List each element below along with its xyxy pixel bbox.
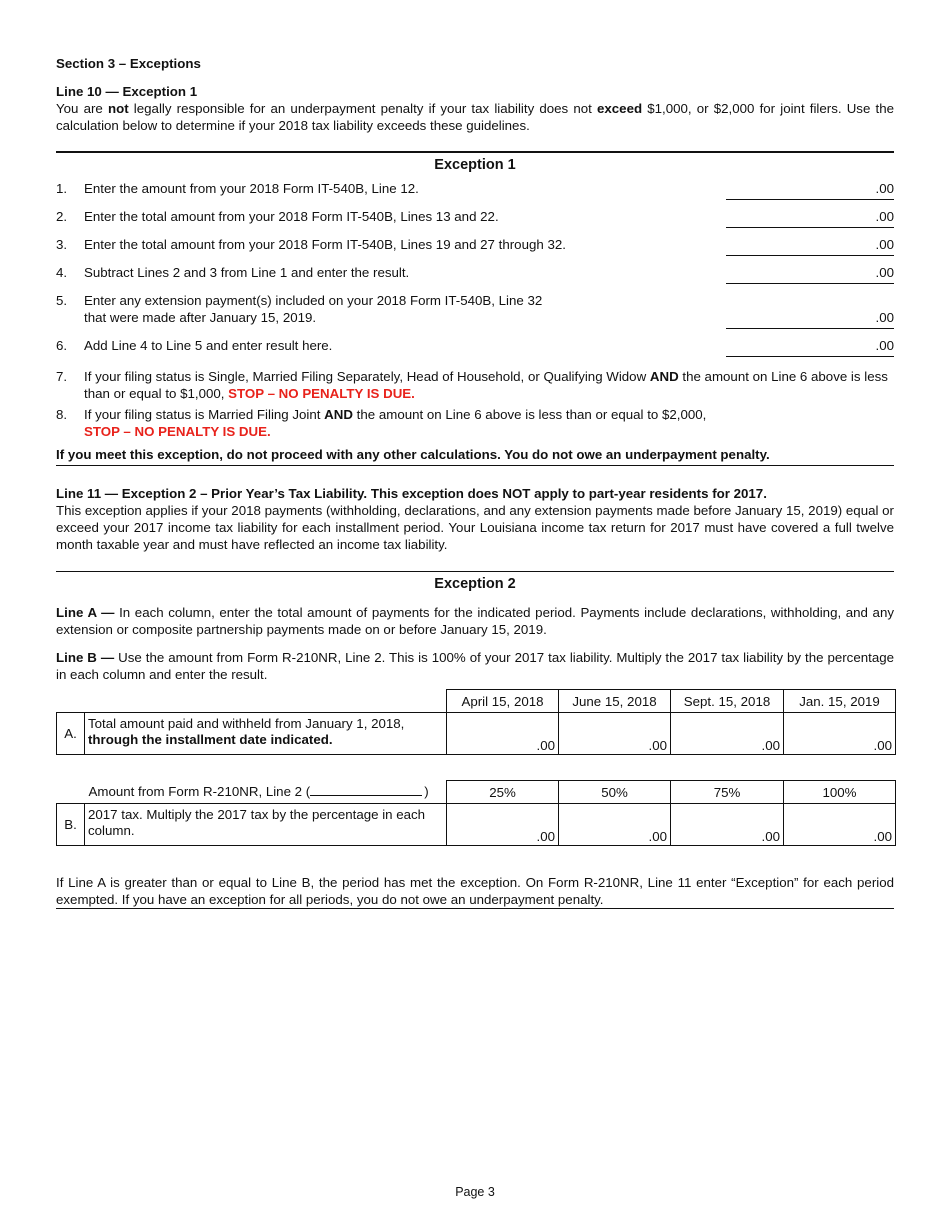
amount-field[interactable]: .00 [784, 804, 896, 846]
column-header: 100% [784, 781, 896, 804]
amount-field[interactable]: .00 [726, 208, 894, 228]
row-label: 2017 tax. Multiply the 2017 tax by the percentage in each column. [85, 804, 447, 846]
line2-amount-blank[interactable] [310, 783, 422, 796]
amount-field[interactable]: .00 [559, 713, 671, 755]
table-header-row [57, 690, 896, 713]
exception2-bottom-rule [56, 908, 894, 909]
line-number: 2. [56, 209, 68, 224]
column-header: June 15, 2018 [559, 690, 671, 713]
line11-heading: Line 11 — Exception 2 – Prior Year’s Tax Liability. This exception does NOT apply to part-year residents for 2017. [56, 486, 767, 501]
form-page [56, 0, 894, 1230]
column-header: April 15, 2018 [447, 690, 559, 713]
stop-notice: STOP – NO PENALTY IS DUE. [84, 424, 271, 439]
line-text: Add Line 4 to Line 5 and enter result here. [84, 338, 333, 353]
column-header: Sept. 15, 2018 [671, 690, 784, 713]
amount-field[interactable]: .00 [559, 804, 671, 846]
exception2-line-b-text: Line B — Use the amount from Form R-210NR, Line 2. This is 100% of your 2017 tax liability. Multiply the 2017 tax liability by the percentage in each column and enter the result. [56, 650, 894, 682]
line-text: Enter the total amount from your 2018 Form IT-540B, Lines 19 and 27 through 32. [84, 237, 566, 252]
row-label: Total amount paid and withheld from January 1, 2018, through the installment date indicated. [85, 713, 447, 755]
section-title: Section 3 – Exceptions [56, 56, 201, 71]
page-number: Page 3 [455, 1185, 495, 1199]
line-number: 5. [56, 293, 68, 308]
exception2-table-a [56, 689, 896, 755]
exception1-closing: If you meet this exception, do not proceed with any other calculations. You do not owe an underpayment penalty. [56, 447, 770, 462]
amount-field[interactable]: .00 [726, 337, 894, 357]
line-number: 1. [56, 181, 68, 196]
line-number: 8. [56, 407, 68, 422]
exception1-top-rule [56, 151, 894, 153]
line10-text: You are not legally responsible for an underpayment penalty if your tax liability does not exceed $1,000, or $2,000 for joint filers. Use the calculation below to determine if your 2018 tax liability exceeds these guidelines. [56, 101, 894, 133]
exception2-closing: If Line A is greater than or equal to Line B, the period has met the exception. On Form R-210NR, Line 11 enter “Exception” for each period exempted. If you have an exception for all periods, you do not owe an underpayment penalty. [56, 875, 894, 907]
amount-field[interactable]: .00 [726, 180, 894, 200]
amount-field[interactable]: .00 [671, 804, 784, 846]
amount-field[interactable]: .00 [784, 713, 896, 755]
table-row [57, 713, 896, 755]
exception2-title: Exception 2 [434, 576, 516, 592]
row-letter: A. [57, 713, 85, 755]
line-text: Enter any extension payment(s) included on your 2018 Form IT-540B, Line 32 that were made after January 15, 2019. [84, 293, 543, 325]
line-text: Enter the amount from your 2018 Form IT-540B, Line 12. [84, 181, 419, 196]
amount-field[interactable]: .00 [447, 713, 559, 755]
row-letter: B. [57, 804, 85, 846]
line-number: 7. [56, 369, 68, 384]
amount-field[interactable]: .00 [726, 236, 894, 256]
amount-field[interactable]: .00 [447, 804, 559, 846]
table-row [57, 804, 896, 846]
column-header: 50% [559, 781, 671, 804]
exception1-title: Exception 1 [434, 157, 516, 173]
exception2-top-rule [56, 571, 894, 572]
amount-field[interactable]: .00 [726, 309, 894, 329]
line2-amount-label: Amount from Form R-210NR, Line 2 ( ) [85, 781, 447, 804]
table-header-row [57, 781, 896, 804]
line10-heading: Line 10 — Exception 1 [56, 84, 198, 99]
stop-notice: STOP – NO PENALTY IS DUE. [228, 386, 415, 401]
column-header: 25% [447, 781, 559, 804]
line-number: 6. [56, 338, 68, 353]
exception2-table-b [56, 780, 896, 846]
exception2-line-a-text: Line A — In each column, enter the total amount of payments for the indicated period. Payments include declarations, withholding, and any extension or composite partnership payments made on or before January 15, 2019. [56, 605, 895, 637]
amount-field[interactable]: .00 [726, 264, 894, 284]
line-text: If your filing status is Single, Married Filing Separately, Head of Household, or Qualifying Widow AND the amount on Line 6 above is less than or equal to $1,000, STOP – NO PENALTY IS DUE. [84, 369, 888, 401]
line-text: Subtract Lines 2 and 3 from Line 1 and enter the result. [84, 265, 410, 280]
column-header: Jan. 15, 2019 [784, 690, 896, 713]
exception1-bottom-rule [56, 465, 894, 466]
line11-text: This exception applies if your 2018 payments (withholding, declarations, and any extension payments made before January 15, 2019) equal or exceed your 2017 income tax liability for each installment period. Your Louisiana income tax return for 2017 must have covered a full twelve month taxable year and must have reflected an income tax liability. [56, 503, 894, 552]
line-text: Enter the total amount from your 2018 Form IT-540B, Lines 13 and 22. [84, 209, 499, 224]
amount-field[interactable]: .00 [671, 713, 784, 755]
column-header: 75% [671, 781, 784, 804]
line-number: 4. [56, 265, 68, 280]
line-text: If your filing status is Married Filing Joint AND the amount on Line 6 above is less than or equal to $2,000, STOP – NO PENALTY IS DUE. [84, 407, 707, 439]
line-number: 3. [56, 237, 68, 252]
